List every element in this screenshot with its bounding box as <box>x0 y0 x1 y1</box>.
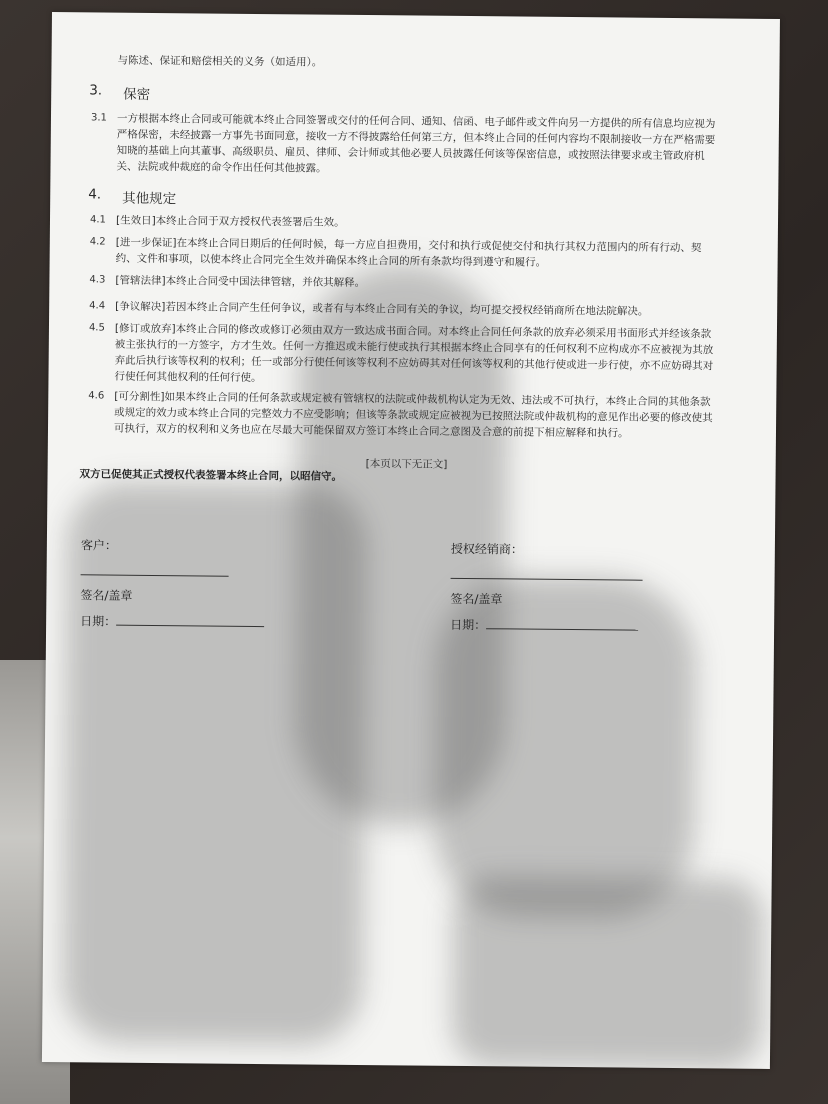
customer-date-label: 日期： <box>80 614 117 629</box>
clause-line: 行使任何其他权利的任何行使。 <box>114 370 262 385</box>
clause-line: [可分割性]如果本终止合同的任何条款或规定被有管辖权的法院或仲裁机构认定为无效、违法或不可执行，本终止合同的其他条款 <box>114 390 711 409</box>
clause-line: 关、法院或仲裁庭的命令作出任何其他披露。 <box>116 160 327 175</box>
section-title: 其他规定 <box>122 190 177 208</box>
clause-line: 或规定的效力或本终止合同的完整效力不应受影响；但该等条款或规定应被视为已按照法院或仲裁机构的意见作出必要的修改使其 <box>114 406 713 425</box>
clause-line: [修订或放弃]本终止合同的修改或修订必须由双方一致达成书面合同。对本终止合同任何条款的放弃必须采用书面形式并经该条款 <box>114 322 712 341</box>
dealer-label: 授权经销商： <box>450 541 523 557</box>
clause-number: 3.1 <box>90 112 107 124</box>
document-content <box>52 12 780 633</box>
customer-label: 客户： <box>80 538 117 553</box>
clause-line: 约、文件和事项，以使本终止合同完全生效并确保本终止合同的所有条款均得到遵守和履行。 <box>115 252 547 269</box>
section-title: 保密 <box>123 86 151 103</box>
dealer-date-label: 日期： <box>450 617 487 633</box>
clause-line: [管辖法律]本终止合同受中国法律管辖，并依其解释。 <box>115 274 366 290</box>
clause-line: 严格保密，未经披露一方事先书面同意，接收一方不得披露给任何第三方，但本终止合同的任何内容均不限制接收一方在严格需要 <box>116 128 716 147</box>
clause-line: [生效日]本终止合同于双方授权代表签署后生效。 <box>115 214 345 229</box>
end-note: [本页以下无正文] <box>365 458 448 471</box>
clause-number: 4.3 <box>89 274 106 286</box>
witness-line: 双方已促使其正式授权代表签署本终止合同，以昭信守。 <box>79 468 343 483</box>
dealer-sign-label: 签名/盖章 <box>450 591 503 607</box>
clause-line: 被主张执行的一方签字，方才生效。任何一方推迟或未能行使或执行其根据本终止合同享有的任何权利不应构成亦不应被视为其放 <box>114 338 714 357</box>
intro-line: 与陈述、保证和赔偿相关的义务（如适用）。 <box>117 54 323 69</box>
clause-line: 知晓的基础上向其董事、高级职员、雇员、律师、会计师或其他必要人员披露任何该等保密信息，或按照法律要求或主管政府机 <box>116 144 705 163</box>
clause-number: 4.5 <box>88 322 105 334</box>
clause-line: [进一步保证]在本终止合同日期后的任何时候，每一方应自担费用，交付和执行或促使交付和执行其权力范围内的所有行动、契 <box>115 236 702 255</box>
section-number: 3. <box>89 82 103 99</box>
section-number: 4. <box>88 186 102 203</box>
wrist-shadow <box>452 876 764 1069</box>
clause-line: [争议解决]若因本终止合同产生任何争议，或者有与本终止合同有关的争议，均可提交授权经销商所在地法院解决。 <box>115 300 649 318</box>
clause-line: 一方根据本终止合同或可能就本终止合同签署或交付的任何合同、通知、信函、电子邮件或文件向另一方提供的所有信息均应视为 <box>116 112 716 131</box>
clause-number: 4.2 <box>89 236 106 248</box>
clause-number: 4.1 <box>89 214 106 226</box>
clause-number: 4.4 <box>89 300 106 312</box>
customer-sign-label: 签名/盖章 <box>80 588 133 603</box>
clause-number: 4.6 <box>88 390 105 402</box>
clause-line: 可执行，双方的权利和义务也应在尽最大可能保留双方签订本终止合同之意图及合意的前提下相应解释和执行。 <box>113 422 629 440</box>
clause-line: 弃此后执行该等权利的权利；任一或部分行使任何该等权利不应妨碍其对任何该等权利的其他行使或进一步行使，亦不应妨碍其对 <box>114 354 714 373</box>
document-page <box>42 12 780 1069</box>
